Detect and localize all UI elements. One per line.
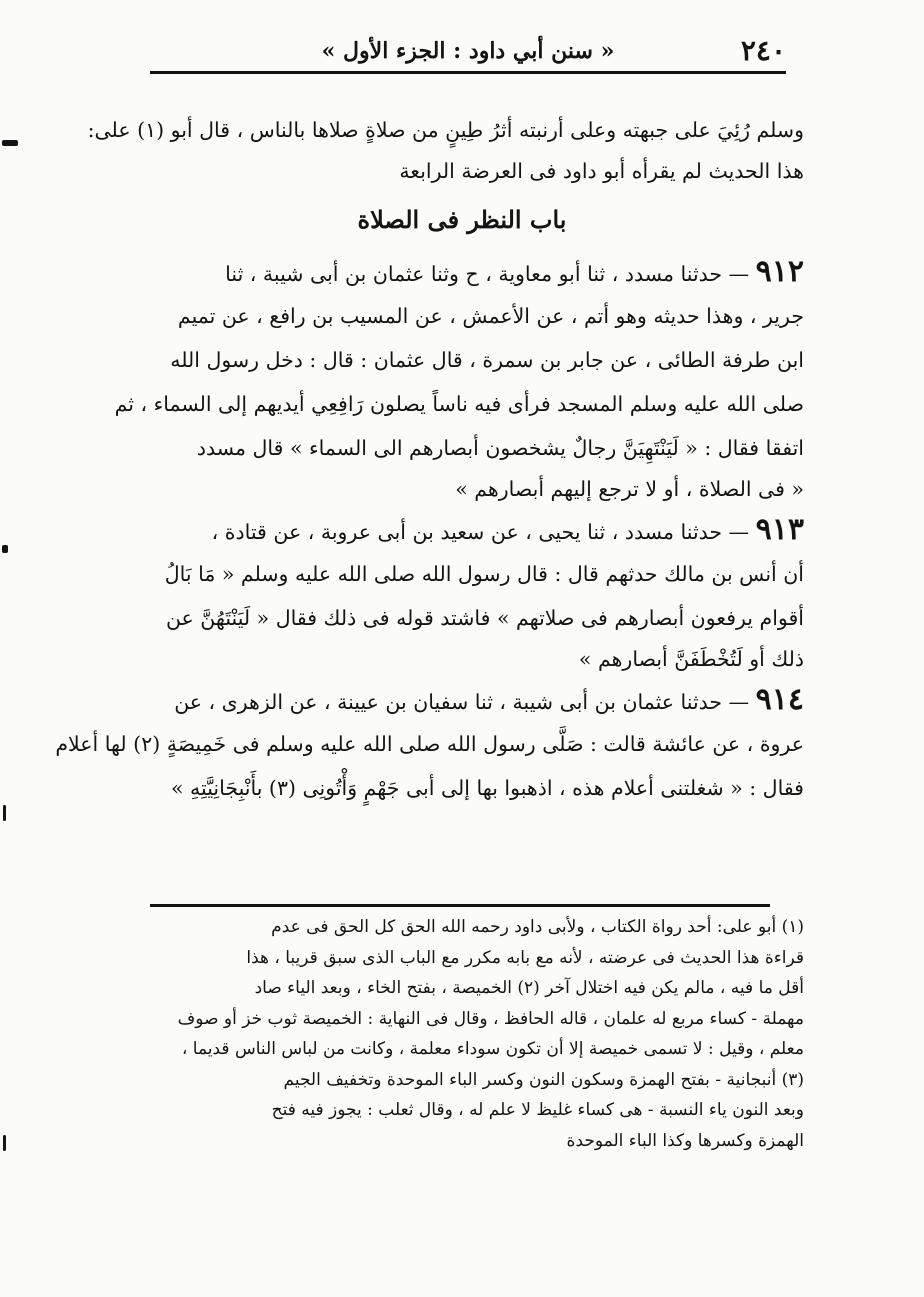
text-line: جرير ، وهذا حديثه وهو أتم ، عن الأعمش ، عن المسيب بن رافع ، عن تميم (177, 304, 804, 328)
text-line: وسلم رُئِيَ على جبهته وعلى أرنبته أثرُ طِينٍ من صلاةٍ صلاها بالناس ، قال أبو (١) على: (87, 118, 804, 142)
text-line: ابن طرفة الطائى ، عن جابر بن سمرة ، قال عثمان : قال : دخل رسول الله (170, 348, 804, 372)
text-line: — حدثنا مسدد ، ثنا يحيى ، عن سعيد بن أبى عروبة ، عن قتادة ، (211, 520, 750, 544)
scan-speck (3, 1135, 6, 1151)
hadith-number: ٩١٢ (755, 254, 804, 289)
footnotes (130, 912, 804, 1156)
text-line: — حدثنا عثمان بن أبى شيبة ، ثنا سفيان بن عيينة ، عن الزهرى ، عن (174, 690, 750, 714)
hadith-912-first-line (120, 250, 804, 294)
footnote-line: الهمزة وكسرها وكذا الباء الموحدة (566, 1130, 804, 1151)
footnote-line: وبعد النون ياء النسبة - هى كساء غليظ لا علم له ، وقال ثعلب : يجوز فيه فتح (271, 1100, 804, 1120)
page-header (150, 34, 786, 68)
scan-speck (3, 805, 6, 821)
hadith-914-first-line (120, 678, 804, 722)
footnote-line: أقل ما فيه ، مالم يكن فيه اختلال آخر (٢) الخميصة ، بفتح الخاء ، وبعد الياء صاد (254, 978, 804, 998)
footnote-line: معلم ، وقيل : لا تسمى خميصة إلا أن تكون سوداء معلمة ، وكانت من لباس الناس قديما ، (181, 1039, 804, 1059)
text-line: هذا الحديث لم يقرأه أبو داود فى العرضة الرابعة (399, 159, 804, 183)
footnote-line: (٣) أنبجانية - بفتح الهمزة وسكون النون وكسر الباء الموحدة وتخفيف الجيم (283, 1069, 804, 1090)
text-line: « فى الصلاة ، أو لا ترجع إليهم أبصارهم » (455, 477, 804, 501)
text-line: — حدثنا مسدد ، ثنا أبو معاوية ، ح وثنا عثمان بن أبى شيبة ، ثنا (225, 262, 750, 286)
text-line: أقوام يرفعون أبصارهم فى صلاتهم » فاشتد قوله فى ذلك فقال « لَيَنْتَهُنَّ عن (165, 606, 804, 630)
scan-speck (2, 545, 8, 553)
footnote-line: (١) أبو على: أحد رواة الكتاب ، ولأبى داود رحمه الله الحق كل الحق فى عدم (271, 917, 804, 937)
running-title: « سنن أبي داود : الجزء الأول » (321, 38, 615, 64)
footnote-rule (150, 904, 770, 907)
hadith-number: ٩١٣ (755, 512, 804, 547)
chapter-heading: باب النظر فى الصلاة (357, 205, 567, 234)
page-number: ٢٤٠ (740, 34, 786, 67)
footnote-line: مهملة - كساء مربع له علمان ، قاله الحافظ ، وقال فى النهاية : الخميصة ثوب خز أو صوف (177, 1008, 804, 1029)
text-line: عروة ، عن عائشة قالت : صَلَّى رسول الله صلى الله عليه وسلم فى خَمِيصَةٍ (٢) لها أعلام (55, 732, 804, 756)
scan-speck (2, 140, 18, 146)
text-line: ذلك أو لَتُخْطَفَنَّ أبصارهم » (578, 647, 804, 671)
main-text (55, 108, 804, 810)
hadith-913-first-line (120, 508, 804, 552)
text-line: أن أنس بن مالك حدثهم قال : قال رسول الله صلى الله عليه وسلم « مَا بَالُ (164, 562, 804, 586)
text-line: صلى الله عليه وسلم المسجد فرأى فيه ناساً يصلون رَافِعِي أيديهم إلى السماء ، ثم (114, 392, 804, 416)
hadith-number: ٩١٤ (755, 682, 804, 717)
footnote-line: قراءة هذا الحديث فى عرضته ، لأنه مع بابه مكرر مع الباب الذى سبق قريبا ، هذا (246, 947, 804, 968)
text-line: اتفقا فقال : « لَيَنْتَهِيَنَّ رجالٌ يشخصون أبصارهم الى السماء » قال مسدد (196, 436, 804, 460)
text-line: فقال : « شغلتنى أعلام هذه ، اذهبوا بها إلى أبى جَهْمٍ وَأْتُونِى (٣) بأَنْبِجَانِيَّتِهِ » (170, 776, 804, 800)
header-rule (150, 71, 786, 74)
